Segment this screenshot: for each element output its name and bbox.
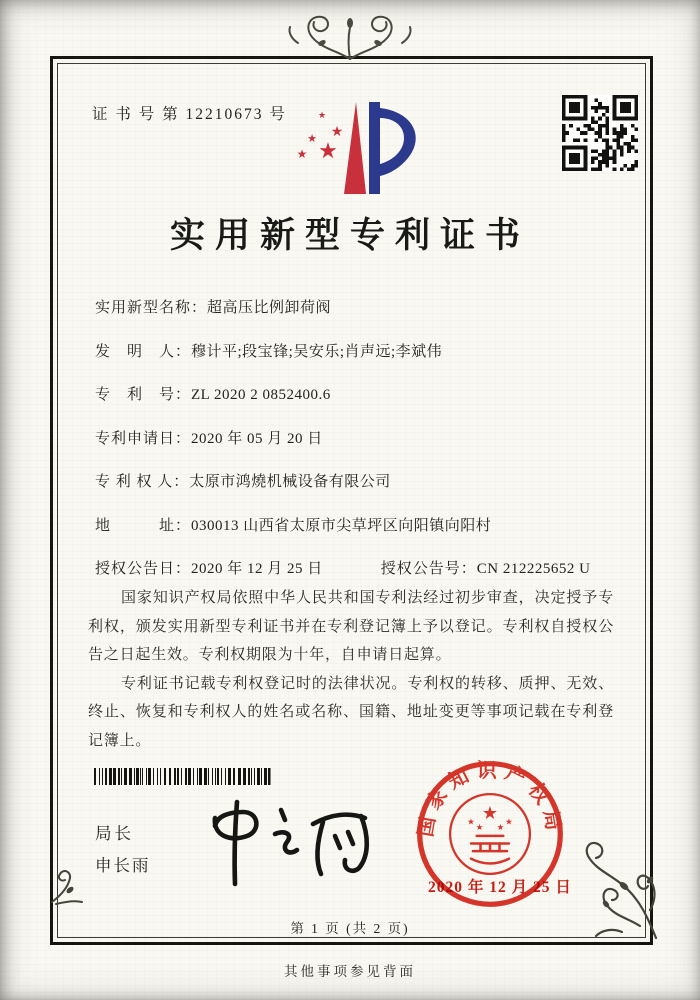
field-value: 030013 山西省太原市尖草坪区向阳镇向阳村 — [191, 517, 492, 534]
svg-text:★: ★ — [307, 133, 317, 145]
field-grant-number — [381, 561, 591, 577]
field-address — [95, 515, 638, 537]
field-label: 专 利 号： — [95, 387, 192, 403]
field-inventors — [95, 341, 638, 363]
svg-text:★: ★ — [317, 110, 327, 120]
field-grant-date — [95, 558, 638, 580]
director-signoff — [95, 820, 151, 876]
svg-text:★: ★ — [296, 147, 308, 161]
field-list — [95, 297, 638, 602]
seal-national-emblem — [467, 803, 513, 832]
seal-gate-glyph — [471, 836, 509, 864]
svg-text:★: ★ — [481, 802, 499, 823]
field-label: 实用新型名称： — [95, 300, 208, 316]
field-value: 超高压比例卸荷阀 — [207, 300, 332, 316]
field-filing-date — [95, 428, 638, 450]
svg-text:★: ★ — [475, 822, 484, 833]
svg-text:★: ★ — [505, 816, 513, 827]
cnipa-logo — [282, 96, 422, 202]
field-patentee — [95, 471, 638, 493]
field-value: 2020 年 05 月 20 日 — [191, 430, 323, 447]
seal-date: 2020 年 12 月 25 日 — [428, 879, 572, 896]
legal-text — [88, 584, 614, 755]
logo-stars — [297, 110, 344, 163]
logo-red-wedge — [344, 102, 366, 194]
field-label: 授权公告号： — [380, 561, 477, 577]
logo-blue-p — [369, 102, 416, 194]
top-flourish-ornament — [278, 3, 422, 65]
page-title: 实用新型专利证书 — [169, 216, 530, 255]
director-name: 申长雨 — [95, 856, 151, 875]
field-label: 专 利 权 人： — [95, 474, 190, 490]
field-value: ZL 2020 2 0852400.6 — [191, 387, 331, 403]
svg-text:★: ★ — [467, 816, 475, 827]
field-value: 太原市鸿燒机械设备有限公司 — [189, 474, 391, 490]
field-utility-model-name — [95, 297, 638, 319]
field-value: CN 212225652 U — [476, 561, 591, 577]
qr-code-icon — [562, 95, 638, 171]
svg-text:★: ★ — [330, 125, 344, 140]
svg-text:★: ★ — [496, 822, 505, 833]
field-label: 发 明 人： — [95, 343, 192, 360]
seal-ring-text: 国家知识产权局 — [414, 760, 566, 839]
field-value: 2020 年 12 月 25 日 — [191, 561, 323, 577]
director-signature — [185, 790, 380, 894]
back-side-note: 其他事项参见背面 — [284, 964, 416, 979]
legal-paragraph-2: 专利证书记载专利权登记时的法律状况。专利权的转移、质押、无效、终止、恢复和专利权人的姓名或名称、国籍、地址变更等事项记载在专利登记簿上。 — [88, 675, 614, 749]
field-label: 专利申请日： — [95, 430, 192, 447]
field-patent-number — [95, 384, 638, 406]
legal-paragraph-1: 国家知识产权局依照中华人民共和国专利法经过初步审查，决定授予专利权，颁发实用新型专利证书并在专利登记簿上予以登记。专利权自授权公告之日起生效。专利权期限为十年，自申请日起算。 — [88, 590, 614, 663]
field-label: 授权公告日： — [95, 561, 192, 577]
field-label: 地 址： — [95, 517, 192, 534]
svg-text:★: ★ — [318, 138, 338, 163]
page-indicator: 第 1 页 (共 2 页) — [290, 921, 410, 936]
barcode — [94, 768, 272, 785]
director-title: 局长 — [95, 824, 134, 843]
certificate-number: 证 书 号 第 12210673 号 — [92, 106, 287, 123]
field-value: 穆计平;段宝锋;吴安乐;肖声远;李斌伟 — [191, 343, 443, 360]
bottom-left-flourish-ornament — [46, 866, 90, 908]
